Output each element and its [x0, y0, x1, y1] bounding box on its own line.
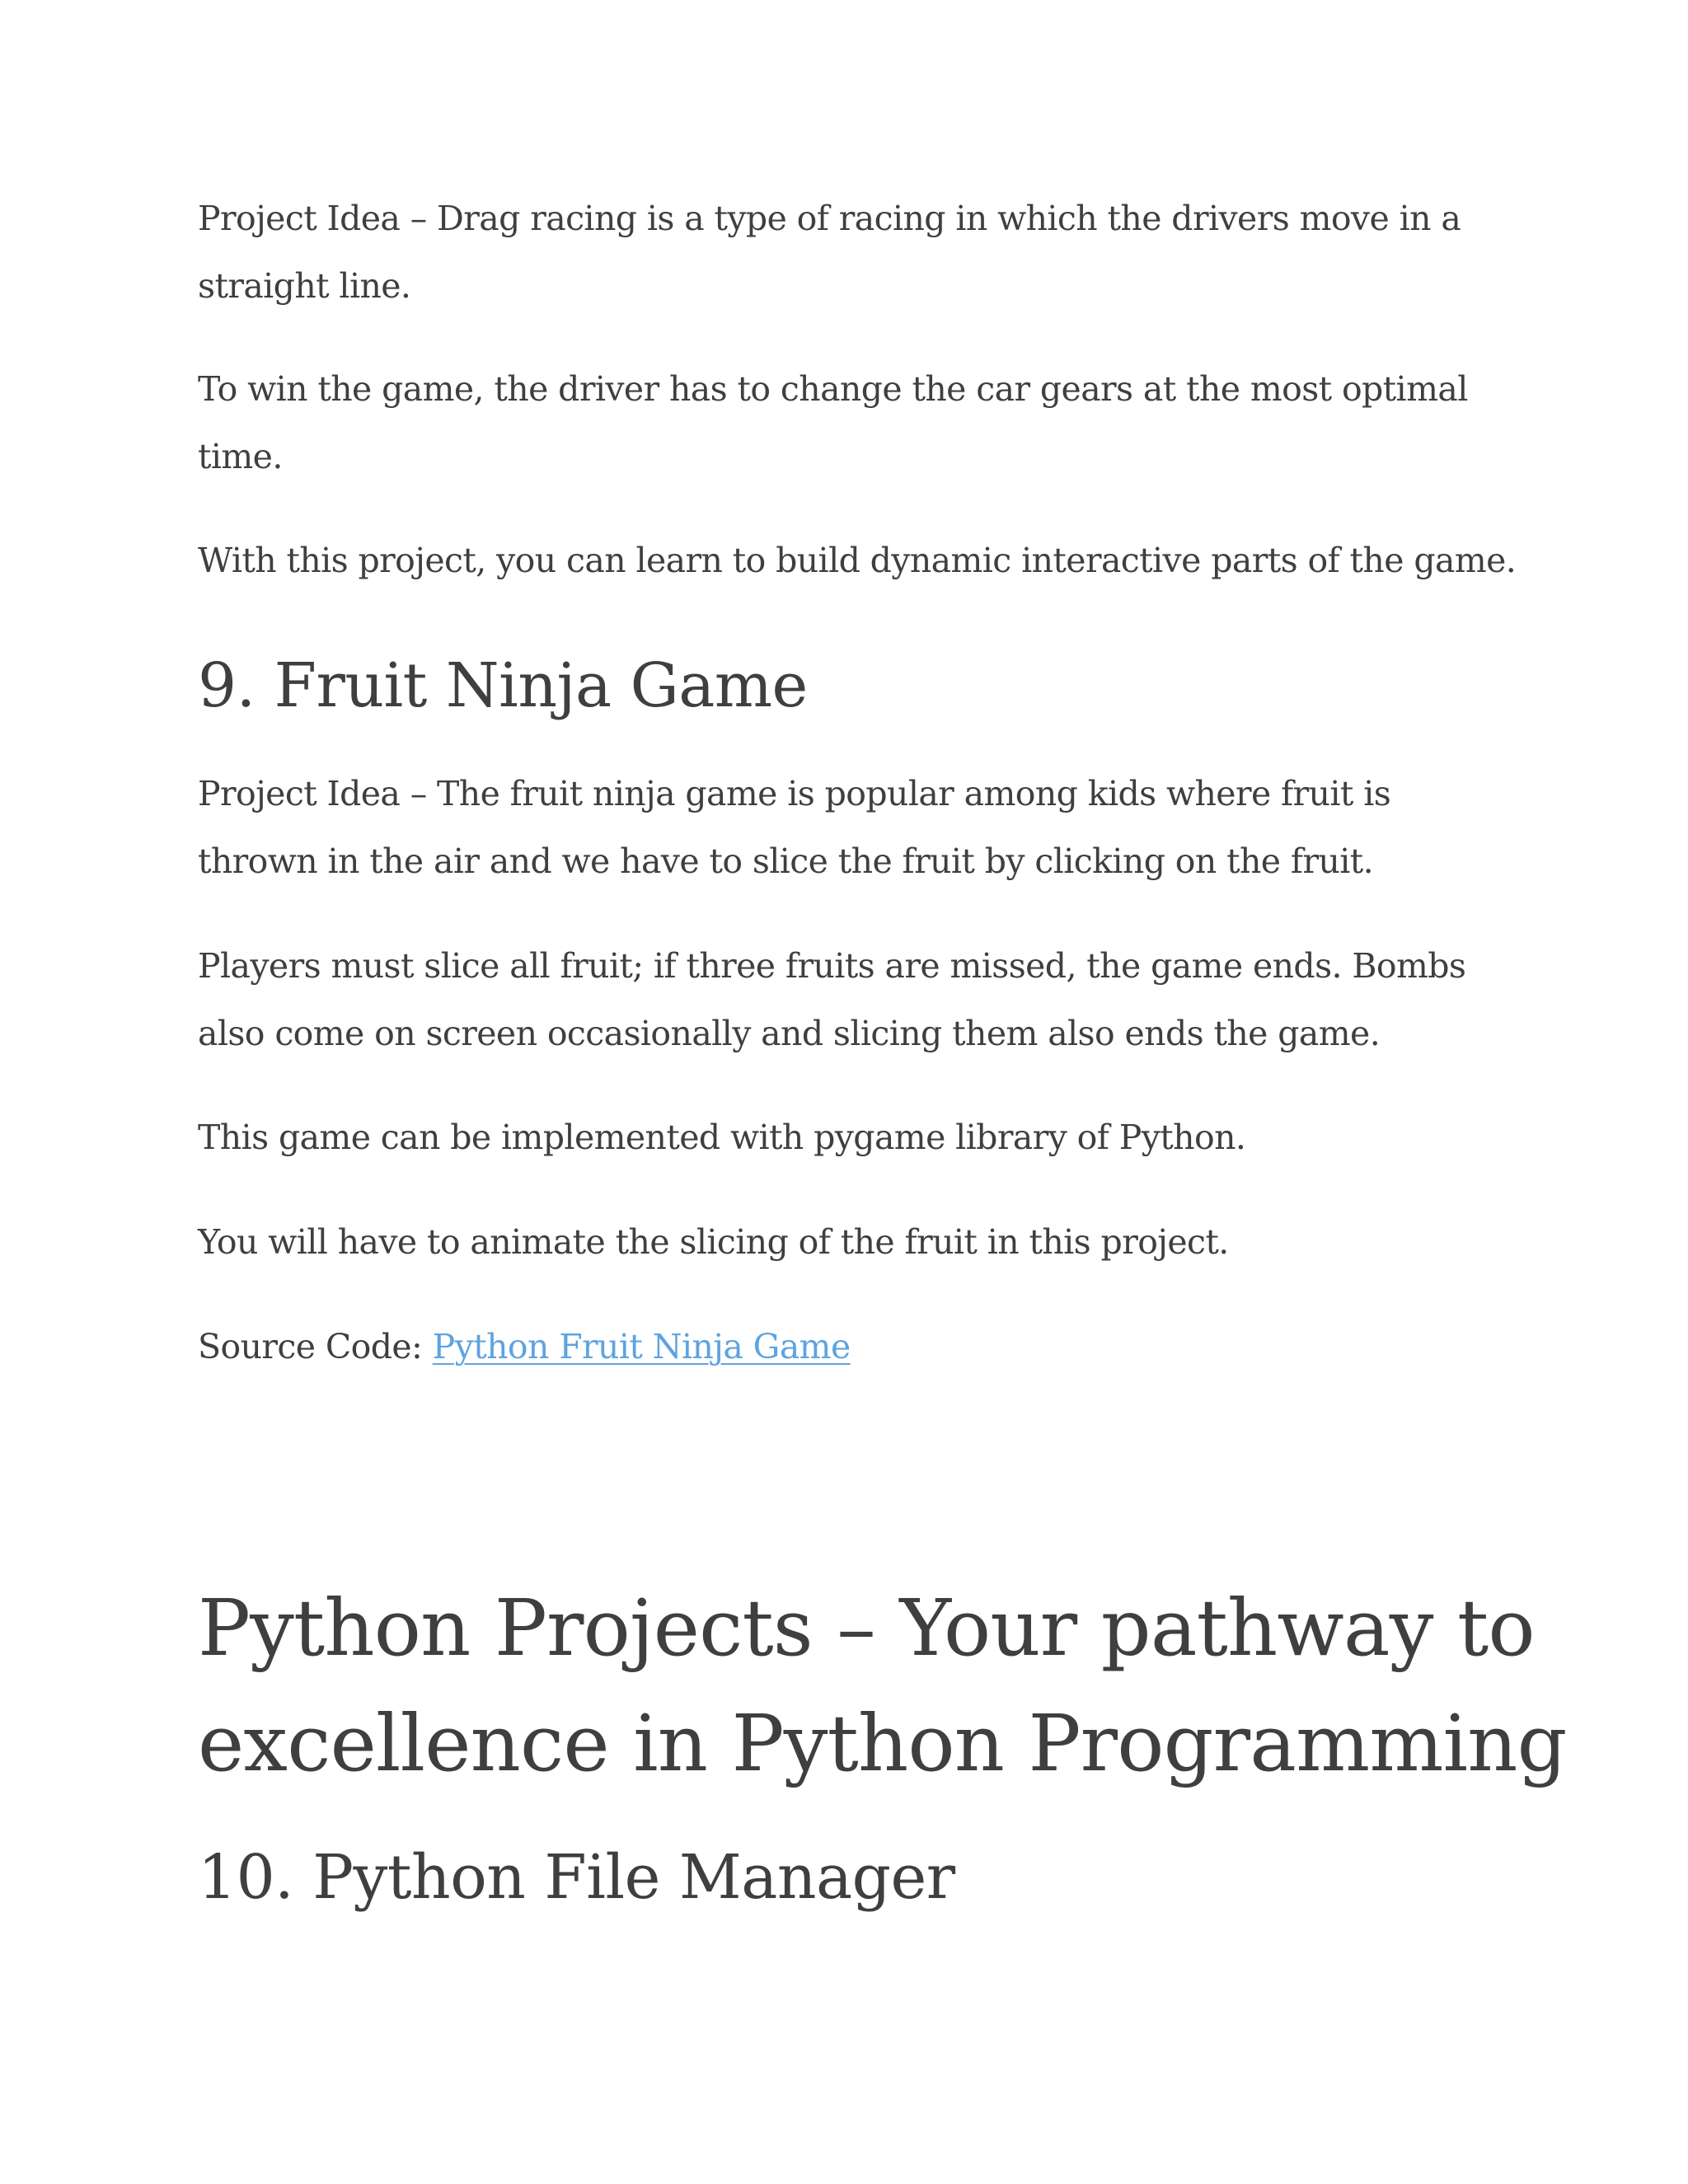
- pathway-heading-line-1: Python Projects – Your pathway to: [198, 1583, 1535, 1674]
- fruit-ninja-pygame-paragraph: This game can be implemented with pygame library of Python.: [198, 1118, 1246, 1157]
- drag-racing-idea-line-2: straight line.: [198, 266, 411, 306]
- drag-racing-idea-line-1: Project Idea – Drag racing is a type of racing in which the drivers move in a: [198, 199, 1461, 238]
- drag-racing-learn-paragraph: With this project, you can learn to build dynamic interactive parts of the game.: [198, 541, 1517, 580]
- file-manager-heading: 10. Python File Manager: [198, 1842, 955, 1913]
- source-code-label: Source Code:: [198, 1327, 433, 1366]
- fruit-ninja-source-link[interactable]: Python Fruit Ninja Game: [432, 1327, 851, 1366]
- fruit-ninja-heading: 9. Fruit Ninja Game: [198, 650, 808, 721]
- fruit-ninja-idea-line-1: Project Idea – The fruit ninja game is popular among kids where fruit is: [198, 774, 1391, 813]
- pathway-heading-line-2: excellence in Python Programming: [198, 1699, 1567, 1789]
- fruit-ninja-idea-line-2: thrown in the air and we have to slice the fruit by clicking on the fruit.: [198, 841, 1374, 881]
- fruit-ninja-rules-line-2: also come on screen occasionally and slicing them also ends the game.: [198, 1014, 1381, 1053]
- drag-racing-gears-line-2: time.: [198, 437, 283, 476]
- drag-racing-gears-line-1: To win the game, the driver has to change the car gears at the most optimal: [198, 369, 1468, 409]
- source-code-paragraph: [198, 1313, 851, 1380]
- fruit-ninja-animate-paragraph: You will have to animate the slicing of the fruit in this project.: [198, 1222, 1229, 1262]
- fruit-ninja-rules-line-1: Players must slice all fruit; if three fruits are missed, the game ends. Bombs: [198, 946, 1466, 986]
